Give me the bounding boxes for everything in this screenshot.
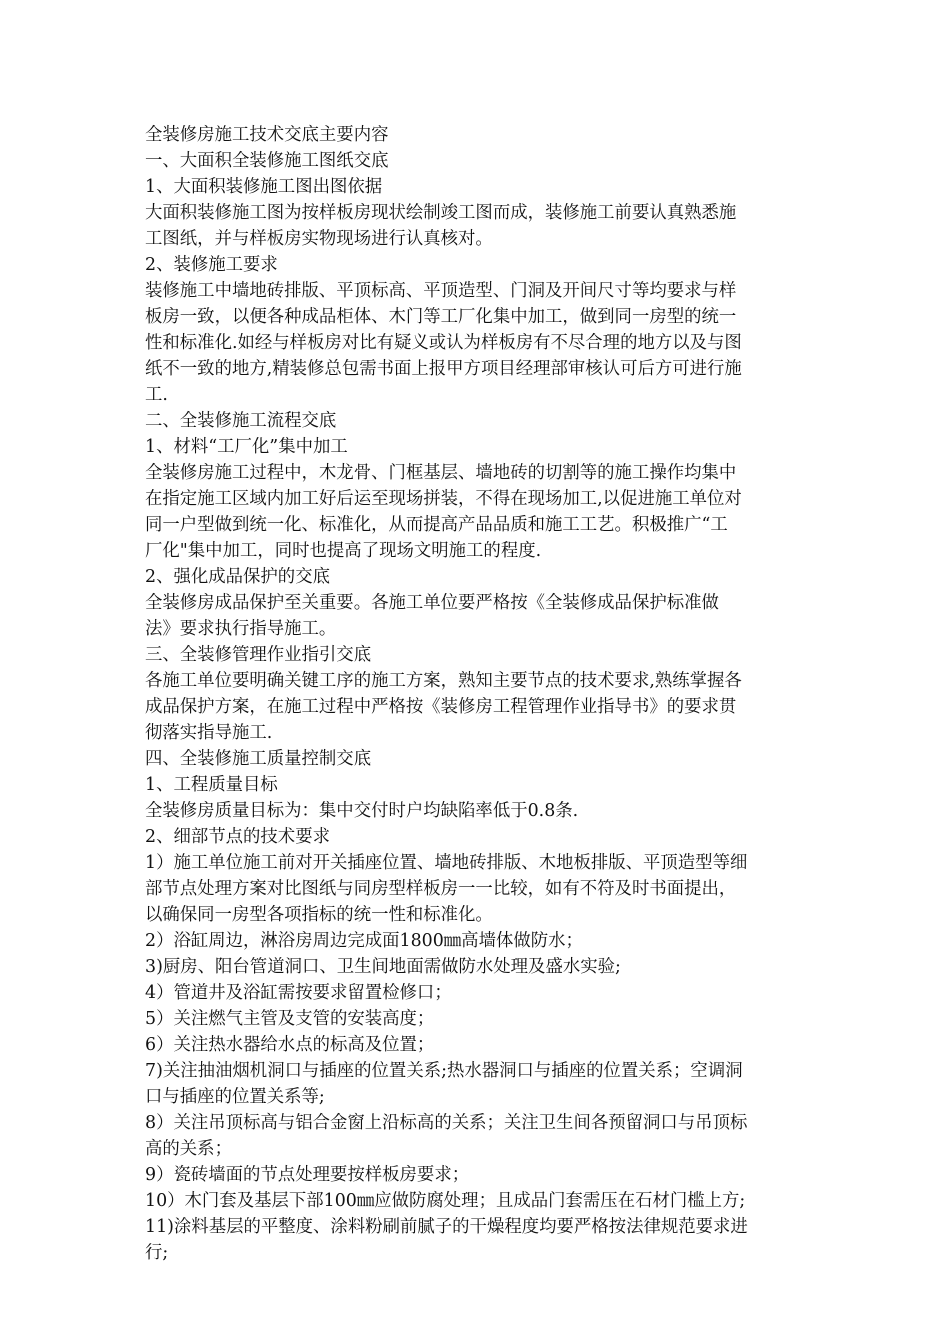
text-line: 2、细部节点的技术要求 (145, 827, 330, 847)
text-line: 法》要求执行指导施工。 (145, 619, 337, 639)
text-line: 性和标准化.如经与样板房对比有疑义或认为样板房有不尽合理的地方以及与图 (145, 333, 742, 353)
text-line: 四、全装修施工质量控制交底 (145, 749, 372, 769)
text-line: 行; (145, 1243, 169, 1263)
text-line: 11)涂料基层的平整度、涂料粉刷前腻子的干燥程度均要严格按法律规范要求进 (145, 1217, 748, 1237)
text-line: 彻落实指导施工. (145, 723, 273, 743)
text-line: 成品保护方案，在施工过程中严格按《装修房工程管理作业指导书》的要求贯 (145, 697, 737, 717)
text-line: 二、全装修施工流程交底 (145, 411, 337, 431)
text-line: 在指定施工区域内加工好后运至现场拼装，不得在现场加工,以促进施工单位对 (145, 489, 742, 509)
text-line: 1）施工单位施工前对开关插座位置、墙地砖排版、木地板排版、平顶造型等细 (145, 853, 748, 873)
text-line: 大面积装修施工图为按样板房现状绘制竣工图而成，装修施工前要认真熟悉施 (145, 203, 737, 223)
text-line: 8）关注吊顶标高与铝合金窗上沿标高的关系；关注卫生间各预留洞口与吊顶标 (145, 1113, 748, 1133)
text-line: 工. (145, 385, 168, 405)
document-body (145, 122, 813, 1266)
text-line: 1、大面积装修施工图出图依据 (145, 177, 383, 197)
text-line: 全装修房成品保护至关重要。各施工单位要严格按《全装修成品保护标准做 (145, 593, 719, 613)
text-line: 2、强化成品保护的交底 (145, 567, 330, 587)
text-line: 一、大面积全装修施工图纸交底 (145, 151, 389, 171)
text-line: 全装修房质量目标为：集中交付时户均缺陷率低于0.8条. (145, 801, 579, 821)
text-line: 全装修房施工过程中，木龙骨、门框基层、墙地砖的切割等的施工操作均集中 (145, 463, 737, 483)
text-line: 9）瓷砖墙面的节点处理要按样板房要求； (145, 1165, 470, 1185)
text-line: 1、材料“工厂化”集中加工 (145, 437, 348, 457)
text-line: 4）管道井及浴缸需按要求留置检修口； (145, 983, 452, 1003)
text-line: 厂化"集中加工，同时也提高了现场文明施工的程度. (145, 541, 542, 561)
text-line: 部节点处理方案对比图纸与同房型样板房一一比较，如有不符及时书面提出， (145, 879, 737, 899)
text-line: 板房一致，以便各种成品柜体、木门等工厂化集中加工，做到同一房型的统一 (145, 307, 737, 327)
text-line: 高的关系； (145, 1139, 232, 1159)
text-line: 装修施工中墙地砖排版、平顶标高、平顶造型、门洞及开间尺寸等均要求与样 (145, 281, 737, 301)
text-line: 10）木门套及基层下部100㎜应做防腐处理；且成品门套需压在石材门槛上方; (145, 1191, 746, 1211)
text-line: 7)关注抽油烟机洞口与插座的位置关系;热水器洞口与插座的位置关系；空调洞 (145, 1061, 743, 1081)
text-line: 6）关注热水器给水点的标高及位置； (145, 1035, 435, 1055)
text-line: 全装修房施工技术交底主要内容 (145, 125, 389, 145)
text-line: 2）浴缸周边，淋浴房周边完成面1800㎜高墙体做防水； (145, 931, 583, 951)
text-line: 三、全装修管理作业指引交底 (145, 645, 372, 665)
text-line: 纸不一致的地方,精装修总包需书面上报甲方项目经理部审核认可后方可进行施 (145, 359, 742, 379)
text-line: 各施工单位要明确关键工序的施工方案，熟知主要节点的技术要求,熟练掌握各 (145, 671, 742, 691)
text-line: 5）关注燃气主管及支管的安装高度； (145, 1009, 435, 1029)
text-line: 工图纸，并与样板房实物现场进行认真核对。 (145, 229, 493, 249)
text-line: 3)厨房、阳台管道洞口、卫生间地面需做防水处理及盛水实验; (145, 957, 621, 977)
text-line: 2、装修施工要求 (145, 255, 278, 275)
text-line: 以确保同一房型各项指标的统一性和标准化。 (145, 905, 493, 925)
text-line: 1、工程质量目标 (145, 775, 278, 795)
text-line: 口与插座的位置关系等; (145, 1087, 325, 1107)
text-line: 同一户型做到统一化、标准化，从而提高产品品质和施工工艺。积极推广“工 (145, 515, 728, 535)
